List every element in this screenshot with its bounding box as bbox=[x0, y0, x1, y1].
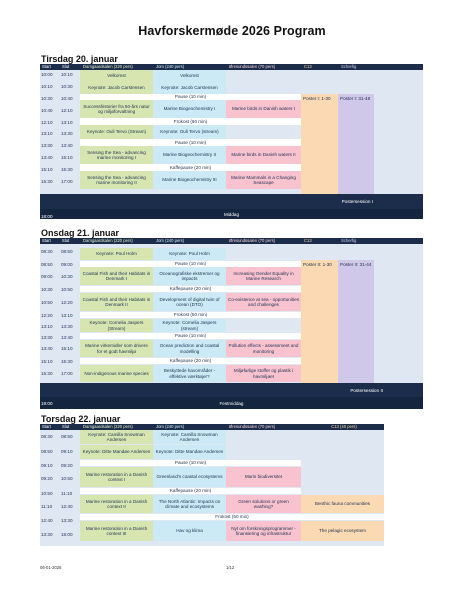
day-title-torsdag: Torsdag 22. januar bbox=[41, 414, 121, 424]
time-end: 10:10 bbox=[61, 72, 73, 77]
time-start: 13:30 bbox=[41, 143, 53, 148]
session-block: Sensing the Sea - advancing marine monitoring II bbox=[80, 171, 153, 189]
break-pause: Pause (10 min) bbox=[80, 261, 301, 267]
schedule-onsdag bbox=[40, 238, 423, 410]
postersession-bar: Postersession II bbox=[40, 383, 423, 397]
time-end: 17:00 bbox=[61, 179, 73, 184]
session-block: Hav og klima bbox=[153, 521, 226, 541]
time-end: 17:00 bbox=[61, 371, 73, 376]
session-block: Ocean prediction and coastal modelling bbox=[153, 340, 226, 357]
time-start: 09:00 bbox=[41, 274, 53, 279]
session-keynote: Keynote: Ouli Tervo (Stream) bbox=[80, 125, 153, 139]
session-keynote: Keynote: Cornelia Jaspers (Stream) bbox=[80, 319, 153, 332]
session-block: Marine birds in Danish waters II bbox=[226, 146, 301, 164]
break-pause: Pause (10 min) bbox=[80, 460, 301, 466]
time-start: 08:30 bbox=[41, 434, 53, 439]
header-room-oresund: Øresundssalen (70 pers) bbox=[226, 64, 301, 70]
header-room-damgaard: Damgaardsalen (220 pers) bbox=[80, 424, 153, 430]
session-block: Marine Biogeochemistry I bbox=[153, 100, 226, 118]
time-start: 15:10 bbox=[41, 167, 53, 172]
header-start: Start bbox=[40, 424, 60, 430]
time-end: 12:10 bbox=[61, 108, 73, 113]
header-start: Start bbox=[40, 238, 60, 244]
session-velkomst: Velkomst bbox=[80, 70, 153, 82]
session-block: Marine birds in Danish waters I bbox=[226, 100, 301, 118]
header-slut: Slut bbox=[60, 238, 80, 244]
time-end: 15:30 bbox=[61, 359, 73, 364]
session-block: Coastal Fish and their Habitats in Denmark II bbox=[80, 293, 153, 311]
header-room-oresund: Øresundssalen (70 pers) bbox=[226, 424, 301, 430]
time-start: 13:30 bbox=[41, 335, 53, 340]
time-end: 15:30 bbox=[61, 167, 73, 172]
time-end: 10:30 bbox=[61, 84, 73, 89]
session-block: Marine restoration in a Danish context I bbox=[80, 467, 153, 487]
break-frokost: Frokost (50 min) bbox=[80, 312, 301, 318]
header-room-jom: Jom (240 pers) bbox=[153, 64, 226, 70]
session-block: Green solutions or green washing? bbox=[226, 495, 301, 513]
break-kaffe: Kaffepause (20 min) bbox=[80, 488, 301, 494]
day-title-onsdag: Onsdag 21. januar bbox=[41, 228, 120, 238]
time-end: 13:10 bbox=[61, 313, 73, 318]
session-block: Nyt om forskningsprogrammer - finansiering og infrastruktur bbox=[226, 521, 301, 541]
time-start: 12:40 bbox=[41, 518, 53, 523]
session-block: Marine restoration in a Danish context II bbox=[80, 495, 153, 513]
session-block: Coastal Fish and their Habitats in Denmark I bbox=[80, 267, 153, 285]
session-keynote: Keynote: Ditte Mandøe Andersen bbox=[80, 445, 153, 459]
break-frokost: Frokost (60 min) bbox=[80, 118, 301, 125]
session-keynote: Keynote: Jacob Carstensen bbox=[80, 82, 153, 94]
session-block: Sensing the Sea - advancing marine monitoring I bbox=[80, 146, 153, 164]
session-keynote: Keynote: Jacob Carstensen bbox=[153, 82, 226, 94]
session-block: Marine Mammals in a Changing Seascape bbox=[226, 171, 301, 189]
session-keynote: Keynote: Ditte Mandøe Andersen bbox=[153, 445, 226, 459]
time-start: 12:10 bbox=[41, 120, 53, 125]
footer-date: 06-01-2026 bbox=[40, 565, 62, 570]
postersession-bar: Postersession I bbox=[40, 194, 423, 209]
header-room-scherfig: Scherfig bbox=[338, 64, 423, 70]
time-start: 13:40 bbox=[41, 155, 53, 160]
break-kaffe: Kaffepause (20 min) bbox=[80, 164, 301, 171]
break-kaffe: Kaffepause (20 min) bbox=[80, 358, 301, 364]
page-title: Havforskermøde 2026 Program bbox=[138, 24, 326, 38]
time-start: 10:10 bbox=[41, 84, 53, 89]
session-block: Beskyttede havområder - effektive værktøjer? bbox=[153, 365, 226, 382]
footer-page: 1/12 bbox=[226, 565, 235, 570]
header-room-damgaard: Damgaardsalen (220 pers) bbox=[80, 238, 153, 244]
session-block: Marine restoration in a Danish context III bbox=[80, 521, 153, 541]
session-block: Miljøfarlige stoffer og plastik i havmiljøet bbox=[226, 365, 301, 382]
time-start: 08:50 bbox=[41, 449, 53, 454]
time-end: 13:40 bbox=[61, 335, 73, 340]
time-start: 10:30 bbox=[41, 287, 53, 292]
header-room-c13: C13 (40 pers) bbox=[301, 424, 384, 430]
time-start: 15:10 bbox=[41, 359, 53, 364]
time-start: 10:40 bbox=[41, 108, 53, 113]
day-title-tirsdag: Tirsdag 20. januar bbox=[41, 54, 118, 64]
session-block: Non-indigenous marine species bbox=[80, 365, 153, 382]
poster-column-c13: Poster I: 1-30 bbox=[301, 94, 338, 194]
header-slut: Slut bbox=[60, 64, 80, 70]
session-block: Increasing Gender Equality in Marine Research bbox=[226, 267, 301, 285]
time-end: 10:50 bbox=[61, 476, 73, 481]
session-block: Successhistorier fra 50-års natur og miljøforvaltning bbox=[80, 100, 153, 118]
session-block: The pelagic ecosystem bbox=[301, 521, 384, 541]
time-end: 13:30 bbox=[61, 518, 73, 523]
session-keynote: Keynote: Poul Holm bbox=[80, 248, 153, 260]
session-block: Marin biodiversitet bbox=[226, 467, 301, 487]
time-end: 09:00 bbox=[61, 262, 73, 267]
poster-column-scherfig: Poster II: 31-44 bbox=[338, 260, 374, 383]
time-start: 10:50 bbox=[41, 300, 53, 305]
session-keynote: Keynote: Camilla Snowman Andersen bbox=[80, 430, 153, 444]
header-room-jom: Jom (240 pers) bbox=[153, 238, 226, 244]
dinner-bar: Middag bbox=[40, 209, 423, 219]
time-end: 15:00 bbox=[61, 532, 73, 537]
session-block: Marine Biogeochemistry II bbox=[153, 146, 226, 164]
time-start: 08:30 bbox=[41, 249, 53, 254]
session-block: Marine Biogeochemistry III bbox=[153, 171, 226, 189]
time-end: 13:30 bbox=[61, 131, 73, 136]
session-block: The North Atlantic: Impacts on climate and ecosystems bbox=[153, 495, 226, 513]
time-start: 18:00 bbox=[41, 214, 53, 219]
header-room-damgaard: Damgaardsalen (220 pers) bbox=[80, 64, 153, 70]
session-block: Greenland's coastal ecosystems bbox=[153, 467, 226, 487]
time-start: 10:50 bbox=[41, 491, 53, 496]
schedule-tirsdag bbox=[40, 64, 423, 224]
time-start: 19:00 bbox=[41, 401, 53, 406]
header-start: Start bbox=[40, 64, 60, 70]
session-block: Benthic fauna communities bbox=[301, 495, 384, 513]
header-room-oresund: Øresundssalen (70 pers) bbox=[226, 238, 301, 244]
time-start: 12:20 bbox=[41, 313, 53, 318]
break-pause: Pause (10 min) bbox=[80, 94, 301, 100]
time-end: 12:40 bbox=[61, 504, 73, 509]
time-start: 08:50 bbox=[41, 262, 53, 267]
session-block: Co-existence at sea - opportunities and challenges bbox=[226, 293, 301, 311]
header-room-scherfig: Scherfig bbox=[338, 238, 423, 244]
time-end: 15:10 bbox=[61, 155, 73, 160]
break-pause: Pause (10 min) bbox=[80, 333, 301, 339]
time-start: 10:00 bbox=[41, 72, 53, 77]
session-block: Development of digital twin of ocean (DTO) bbox=[153, 293, 226, 311]
time-start: 15:30 bbox=[41, 179, 53, 184]
session-keynote: Keynote: Cornelia Jaspers (stream) bbox=[153, 319, 226, 332]
session-keynote: Keynote: Camilla Snowman Andersen bbox=[153, 430, 226, 444]
break-frokost: Frokost (50 min) bbox=[80, 514, 384, 520]
time-end: 10:30 bbox=[61, 274, 73, 279]
time-end: 09:20 bbox=[61, 463, 73, 468]
header-room-jom: Jom (240 pers) bbox=[153, 424, 226, 430]
time-start: 13:40 bbox=[41, 346, 53, 351]
time-end: 09:10 bbox=[61, 449, 73, 454]
poster-column-scherfig: Poster I: 31-48 bbox=[338, 94, 374, 194]
session-keynote: Keynote: Ouli Tervo (stream) bbox=[153, 125, 226, 139]
time-end: 10:50 bbox=[61, 287, 73, 292]
time-end: 08:50 bbox=[61, 434, 73, 439]
time-end: 13:30 bbox=[61, 324, 73, 329]
time-start: 11:10 bbox=[41, 504, 53, 509]
time-end: 13:40 bbox=[61, 143, 73, 148]
header-slut: Slut bbox=[60, 424, 80, 430]
session-velkomst: Velkomst bbox=[153, 70, 226, 82]
schedule-torsdag bbox=[40, 424, 423, 546]
time-start: 13:10 bbox=[41, 324, 53, 329]
session-keynote: Keynote: Poul Holm bbox=[153, 248, 226, 260]
time-end: 11:10 bbox=[61, 491, 73, 496]
break-kaffe: Kaffepause (20 min) bbox=[80, 286, 301, 292]
session-block: Pollution effects - assessment and monitoring bbox=[226, 340, 301, 357]
time-end: 12:20 bbox=[61, 300, 73, 305]
time-start: 10:30 bbox=[41, 96, 53, 101]
header-room-c13: C13 bbox=[301, 64, 338, 70]
time-end: 08:50 bbox=[61, 249, 73, 254]
time-end: 15:10 bbox=[61, 346, 73, 351]
time-start: 13:30 bbox=[41, 532, 53, 537]
time-end: 13:10 bbox=[61, 120, 73, 125]
time-start: 13:10 bbox=[41, 131, 53, 136]
session-block: Marine virkemidler som drivere for et godt havmiljø bbox=[80, 340, 153, 357]
time-start: 09:10 bbox=[41, 463, 53, 468]
poster-column-c13: Poster II: 1-30 bbox=[301, 260, 338, 383]
break-pause: Pause (10 min) bbox=[80, 139, 301, 146]
time-end: 10:40 bbox=[61, 96, 73, 101]
dinner-bar: Festmiddag bbox=[40, 397, 423, 409]
time-start: 09:20 bbox=[41, 476, 53, 481]
session-block: Oceanografiske ekstremer og impacts bbox=[153, 267, 226, 285]
header-room-c13: C13 bbox=[301, 238, 338, 244]
time-start: 15:30 bbox=[41, 371, 53, 376]
